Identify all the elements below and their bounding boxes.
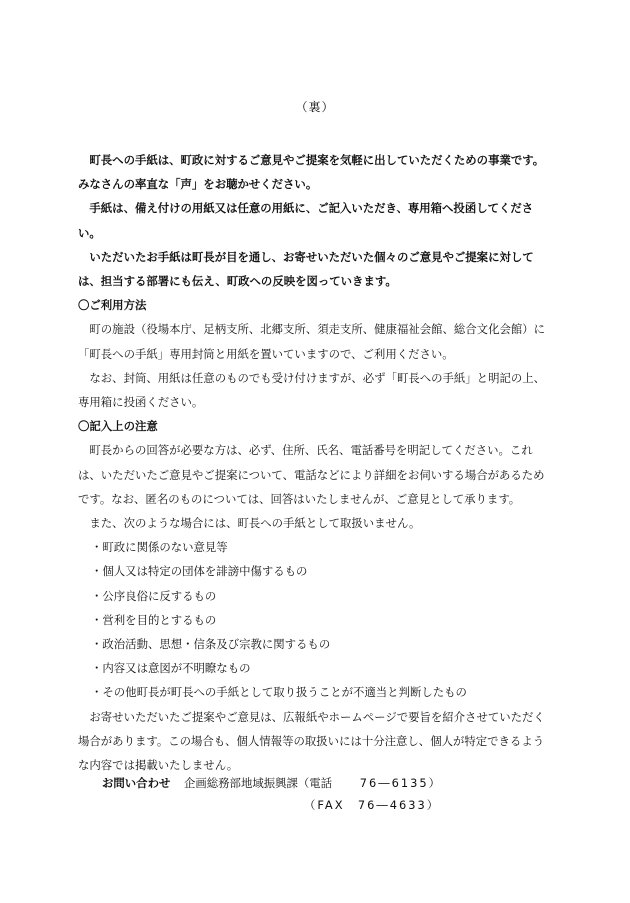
- list-item: ・個人又は特定の団体を誹謗中傷するもの: [91, 564, 308, 579]
- contact-label: お問い合わせ: [102, 776, 171, 790]
- list-item: ・営利を目的とするもの: [91, 612, 217, 627]
- contact-department: 企画総務部地域振興課（電話: [183, 776, 333, 790]
- page-side-marker: （裏）: [295, 100, 335, 114]
- usage-paragraph: 町の施設（役場本庁、足柄支所、北郷支所、須走支所、健康福祉会館、総合文化会館）に「町長への手紙」専用封筒と用紙を置いていますので、ご利用ください。: [78, 322, 546, 361]
- list-item: ・内容又は意図が不明瞭なもの: [91, 661, 251, 676]
- usage-note-paragraph: なお、封筒、用紙は任意のものでも受け付けますが、必ず「町長への手紙」と明記の上、専用箱に投函ください。: [78, 370, 546, 410]
- submission-paragraph: 手紙は、備え付けの用紙又は任意の用紙に、ご記入いただき、専用箱へ投函してください。: [78, 201, 534, 240]
- usage-heading: 〇ご利用方法: [78, 298, 147, 313]
- list-item: ・町政に関係のない意見等: [91, 540, 228, 555]
- contact-line-phone: [102, 772, 582, 794]
- notes-paragraph: 町長からの回答が必要な方は、必ず、住所、氏名、電話番号を明記してください。これは、いただいたご意見やご提案について、電話などにより詳細をお伺いする場合があるためです。なお、匿名のものについては、回答はいたしませんが、ご意見として承ります。: [78, 443, 545, 506]
- notes-heading: 〇記入上の注意: [78, 419, 158, 434]
- contact-phone: 76―6135）: [359, 776, 442, 790]
- intro-paragraph: 町長への手紙は、町政に対するご意見やご提案を気軽に出していただくための事業です。みなさんの率直な「声」をお聴かせください。: [78, 153, 545, 192]
- exclusion-intro: また、次のような場合には、町長への手紙として取扱いません。: [89, 516, 421, 531]
- contact-fax: （FAX 76―4633）: [304, 798, 441, 812]
- exclusion-list: [78, 535, 552, 704]
- contact-block: [102, 772, 582, 816]
- list-item: ・公序良俗に反するもの: [91, 588, 217, 603]
- response-paragraph: いただいたお手紙は町長が目を通し、お寄せいただいた個々のご意見やご提案に対しては、担当する部署にも伝え、町政への反映を図っていきます。: [78, 249, 534, 289]
- publication-paragraph: お寄せいただいたご提案やご意見は、広報紙やホームページで要旨を紹介させていただく場合があります。この場合も、個人情報等の取扱いには十分注意し、個人が特定できるような内容では掲載いたしません。: [78, 709, 545, 773]
- list-item: ・その他町長が町長への手紙として取り扱うことが不適当と判断したもの: [91, 685, 467, 700]
- letter-body: [78, 148, 552, 777]
- list-item: ・政治活動、思想・信条及び宗教に関するもの: [91, 637, 331, 652]
